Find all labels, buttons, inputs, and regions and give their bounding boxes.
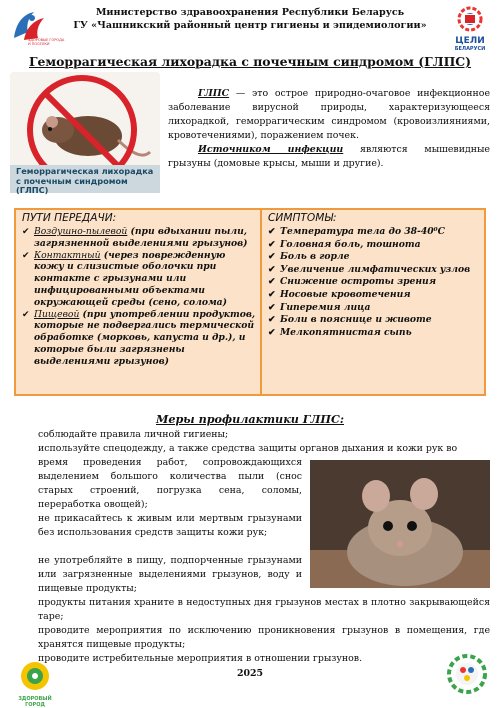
prevention-item: проводите истребительные мероприятия в отношении грызунов. (38, 653, 363, 664)
check-icon: ✔ (268, 326, 276, 338)
symptom-text: Мелкопятнистая сыпь (280, 326, 412, 338)
transmission-column (22, 212, 256, 368)
transmission-route-name: Пищевой (34, 308, 80, 320)
ministry-name: Министерство здравоохранения Республики Беларусь (95, 7, 405, 18)
healthy-cities-logo-text: ЗДОРОВЫЕ ГОРОДА И ПОСЕЛКИ (28, 38, 65, 46)
symptom-text: Головная боль, тошнота (280, 238, 421, 250)
symptom-item (268, 289, 480, 302)
prevention-item: не употребляйте в пищу, подпорченные грызунами или загрязненные выделениями грызунов, воду и пищевые продукты; (38, 555, 302, 594)
symptom-item (268, 276, 480, 289)
prevention-item: не прикасайтесь к живым или мертвым грызунами без использования средств защиты кожи рук; (38, 513, 302, 538)
symptom-item (268, 327, 480, 340)
prevention-item: соблюдайте правила личной гигиены; (38, 429, 229, 440)
symptom-item (268, 239, 480, 252)
check-icon: ✔ (268, 238, 276, 250)
transmission-item (22, 309, 256, 368)
symptoms-column (268, 212, 480, 339)
check-icon: ✔ (22, 308, 30, 320)
goals-logo-text2: БЕЛАРУСИ (454, 46, 486, 52)
transmission-route-detail: (при вдыхании пыли, загрязненной выделениями грызунов) (34, 226, 248, 249)
transmission-route-detail: (через поврежденную кожу и слизистые оболочки при контакте с грызунами или инфицированными объектами окружающей среды (сено, солома) (34, 249, 227, 308)
symptoms-list (268, 226, 480, 339)
symptom-text: Увеличение лимфатических узлов (280, 263, 471, 275)
info-box-divider (260, 210, 262, 394)
glps-definition: — это острое природно-очаговое инфекционное заболевание вирусной природы, характеризующееся лихорадкой, геморрагическим синдромом (кровоизлияниями, кровотечениями), поражением почек. (168, 88, 490, 141)
mouse-photo (310, 460, 490, 588)
check-icon: ✔ (268, 251, 276, 263)
check-icon: ✔ (268, 288, 276, 300)
transmission-route-name: Контактный (34, 249, 101, 261)
prevention-item: продукты питания храните в недоступных дня грызунов местах в плотно закрывающейся таре; (38, 597, 490, 622)
prevention-title: Меры профилактики ГЛПС: (155, 412, 345, 426)
intro-text (168, 87, 490, 171)
prevention-item: время проведения работ, сопровождающихся выделением большого количества пыли (снос старых строений, погрузка сена, соломы, переработка овощей); (38, 457, 302, 510)
check-icon: ✔ (268, 226, 276, 237)
symptom-item (268, 264, 480, 277)
symptom-item (268, 226, 480, 239)
healthy-city-logo (12, 660, 58, 708)
transmission-item (22, 226, 256, 250)
rat-image-caption: Геморрагическая лихорадка с почечным синдромом (ГЛПС) (10, 165, 160, 193)
year: 2025 (236, 668, 264, 679)
center-name: ГУ «Чашникский районный центр гигиены и эпидемиологии» (73, 20, 427, 31)
symptom-text: Снижение остроты зрения (280, 276, 437, 288)
header (0, 6, 500, 32)
transmission-item (22, 250, 256, 309)
symptom-item (268, 251, 480, 264)
symptom-text: Гиперемия лица (280, 301, 371, 313)
symptom-text: Боль в горле (280, 251, 350, 263)
healthy-city-logo-text: ЗДОРОВЫЙ ГОРОД (18, 696, 52, 708)
infection-source-text: являются мышевидные грызуны (домовые крысы, мыши и другие). (168, 144, 490, 169)
symptom-text: Носовые кровотечения (280, 288, 411, 300)
health-wreath-logo (446, 650, 488, 698)
check-icon: ✔ (268, 314, 276, 326)
page-title: Геморрагическая лихорадка с почечным синдромом (ГЛПС) (28, 54, 472, 69)
transmission-route-name: Воздушно-пылевой (34, 226, 128, 237)
check-icon: ✔ (268, 276, 276, 288)
symptom-item (268, 302, 480, 315)
prevention-item: используйте спецодежду, а также средства защиты органов дыхания и кожи рук во (38, 443, 458, 454)
check-icon: ✔ (22, 226, 30, 237)
check-icon: ✔ (268, 263, 276, 275)
symptoms-title: СИМПТОМЫ: (268, 212, 337, 224)
check-icon: ✔ (22, 249, 30, 261)
transmission-list (22, 226, 256, 368)
check-icon: ✔ (268, 301, 276, 313)
symptom-item (268, 314, 480, 327)
symptom-text: Боли в пояснице и животе (280, 314, 432, 326)
belarus-goals-logo (452, 6, 488, 50)
symptom-text: Температура тела до 38-40⁰С (280, 226, 445, 237)
infection-source-term: Источником инфекции (198, 144, 344, 155)
glps-term: ГЛПС (198, 88, 230, 99)
goals-logo-text1: ЦЕЛИ (455, 36, 485, 46)
transmission-title: ПУТИ ПЕРЕДАЧИ: (22, 212, 117, 224)
prevention-item: проводите мероприятия по исключению проникновения грызунов в помещения, где хранятся пищевые продукты; (38, 625, 490, 650)
transmission-route-detail: (при употреблении продуктов, которые не подвергались термической обработке (морковь, капуста и др.), и которые были загрязнены выделениями грызунов) (34, 308, 256, 367)
